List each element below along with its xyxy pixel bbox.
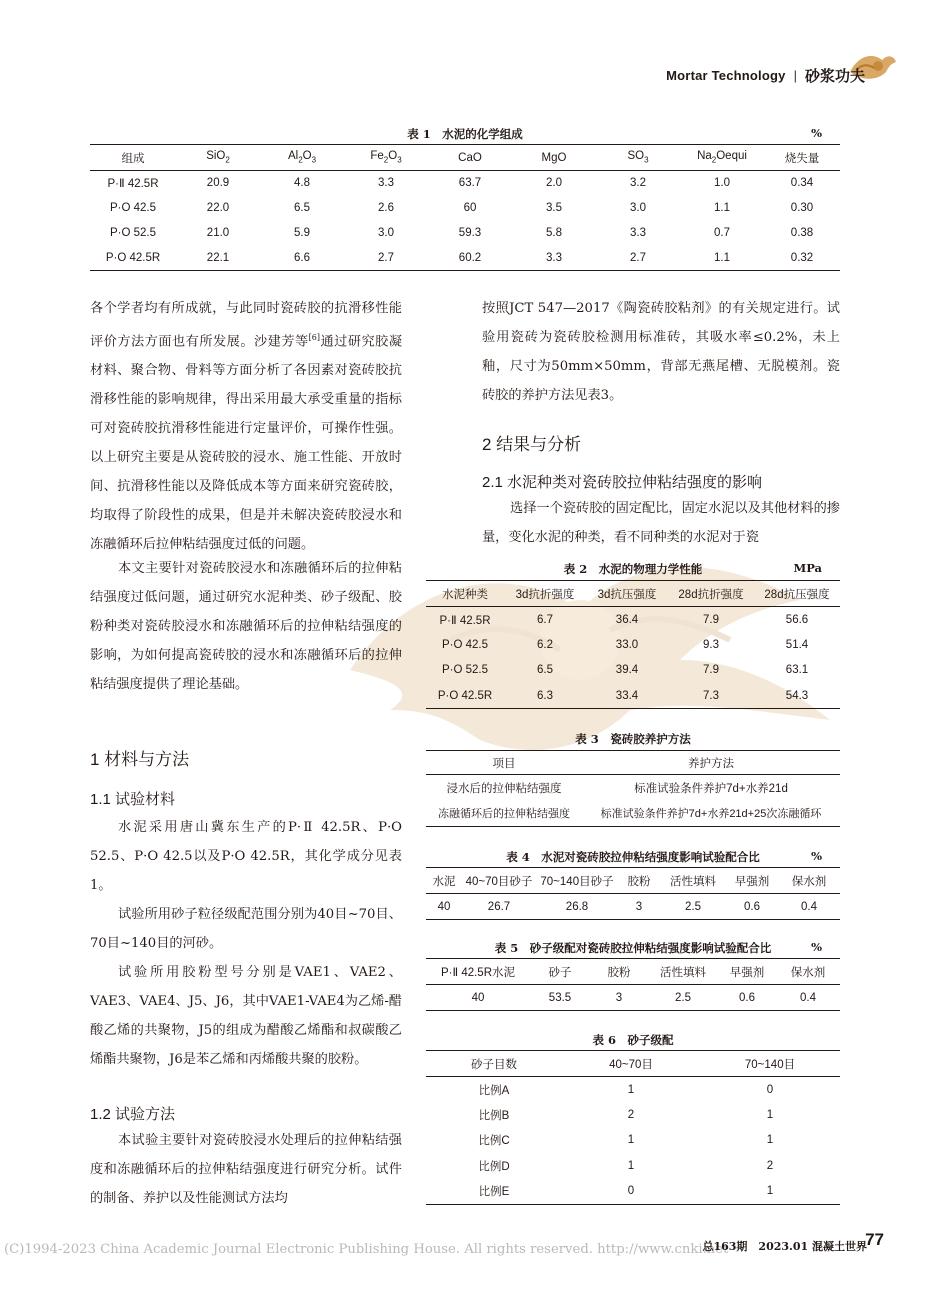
table-cell: 比例D <box>478 1160 510 1173</box>
table1-title: 表 1 水泥的化学组成 <box>407 127 523 141</box>
table-cell: 1 <box>627 1134 635 1147</box>
table6-sand-grading <box>426 1050 840 1205</box>
section-heading-1-2: 1.2 试验方法 <box>90 1106 176 1123</box>
table-cell: 1 <box>766 1185 774 1197</box>
table5-header: P·Ⅱ 42.5R水泥 <box>440 966 516 979</box>
table-cell: P·O 52.5 <box>441 664 489 677</box>
table-cell: 1.1 <box>714 251 730 264</box>
table-cell: 1.0 <box>714 177 730 190</box>
table4-header: 70~140目砂子 <box>540 875 614 888</box>
table-cell: 4.8 <box>294 177 310 190</box>
table-cell: 53.5 <box>548 991 572 1004</box>
table-cell: 0 <box>766 1083 774 1096</box>
table-cell: 1 <box>627 1159 635 1172</box>
table-row <box>426 1179 840 1205</box>
table-cell: 22.0 <box>206 202 230 214</box>
table-cell: 51.4 <box>785 638 809 651</box>
table-cell: 2.5 <box>675 991 691 1004</box>
table-cell: 6.5 <box>294 202 310 214</box>
citation-ref: [6] <box>308 333 321 342</box>
table1-header: $Fe_2O_3$ <box>370 150 402 165</box>
table-cell: 21.0 <box>206 227 230 239</box>
table4-unit: % <box>811 849 822 863</box>
left-paragraph-5: 试验所用胶粉型号分别是VAE1、VAE2、VAE3、VAE4、J5、J6，其中VAE1-VAE4为乙烯-醋酸乙烯的共聚物，J5的组成为醋酸乙烯酯和叔碳酸乙烯酯共聚物，J6是苯乙烯和丙烯酸共聚的胶粉。 <box>90 965 402 1067</box>
table1-header: 组成 <box>121 152 145 165</box>
table-cell: 9.3 <box>703 638 719 651</box>
table-cell: 6.6 <box>294 251 310 264</box>
table-cell: P·O 42.5R <box>437 689 493 702</box>
left-paragraph-3: 水泥采用唐山冀东生产的P·Ⅱ 42.5R、P·O 52.5、P·O 42.5以及P·O 42.5R，其化学成分见表1。 <box>90 820 402 893</box>
table3-curing-methods <box>426 750 840 827</box>
table4-caption <box>426 849 840 865</box>
table-cell: P·O 42.5R <box>105 251 161 264</box>
table-cell: 6.2 <box>537 638 553 651</box>
table5-unit: % <box>811 940 822 954</box>
table5-header: 砂子 <box>548 966 572 979</box>
table2-caption <box>426 561 840 577</box>
table-cell: 60 <box>463 202 477 214</box>
table-cell: 比例E <box>478 1186 510 1198</box>
table4-header: 40~70目砂子 <box>465 875 533 888</box>
table2-header: 3d抗压强度 <box>597 588 657 601</box>
table-cell: P·Ⅱ 42.5R <box>439 614 491 627</box>
table5-header: 胶粉 <box>607 966 631 979</box>
table-cell: 3 <box>635 900 643 913</box>
table-row <box>426 1128 840 1154</box>
table1-header: $SO_3$ <box>627 150 649 165</box>
table-cell: 7.3 <box>703 689 719 702</box>
table1-header: SiO$_2$ <box>206 150 230 165</box>
issue-info: 总163期 2023.01 混凝土世界 <box>702 1240 867 1253</box>
table-cell: 0.4 <box>801 900 817 913</box>
table-cell: 3 <box>615 991 623 1004</box>
table1-header: 烧失量 <box>784 152 820 165</box>
table6-header: 70~140目 <box>744 1058 796 1071</box>
table-cell: 1.1 <box>714 202 730 214</box>
table5-caption <box>426 940 840 956</box>
table2-header: 28d抗折强度 <box>678 588 744 601</box>
table-row <box>426 658 840 684</box>
table-cell: 5.9 <box>294 227 310 239</box>
table5-title: 表 5 砂子级配对瓷砖胶拉伸粘结强度影响试验配合比 <box>494 941 772 955</box>
table1-header: $Al_2O_3$ <box>287 150 317 165</box>
table-cell: 2.0 <box>546 177 562 190</box>
table5-header: 早强剂 <box>729 966 765 979</box>
table-cell: 2 <box>627 1108 635 1121</box>
table-row <box>426 1153 840 1179</box>
copyright-notice: (C)1994-2023 China Academic Journal Electronic Publishing House. All rights reserved. http://www.cnki.net <box>4 1242 729 1257</box>
table-cell: 比例A <box>478 1084 510 1097</box>
table-row <box>90 196 840 221</box>
table-row <box>426 985 840 1011</box>
table-cell: 26.8 <box>565 900 589 913</box>
table-cell: 40 <box>471 991 485 1004</box>
right-paragraph-1: 按照JCT 547—2017《陶瓷砖胶粘剂》的有关规定进行。试验用瓷砖为瓷砖胶检测用标准砖，其吸水率≤0.2%，未上釉，尺寸为50mm×50mm，背部无燕尾槽、无脱模剂。瓷砖胶的养护方法见表3。 <box>482 301 840 403</box>
table4-header: 保水剂 <box>791 875 827 888</box>
table5-header: 活性填料 <box>660 966 706 979</box>
table-cell: 2.5 <box>685 900 701 913</box>
table-cell: 26.7 <box>487 900 511 913</box>
table-cell: 0.4 <box>800 991 816 1004</box>
table-cell: 0.7 <box>714 227 730 239</box>
table6-header: 40~70目 <box>609 1058 653 1071</box>
table-cell: 36.4 <box>615 613 639 626</box>
table2-header: 3d抗折强度 <box>515 588 575 601</box>
table-cell: P·O 42.5 <box>441 638 489 651</box>
table-row <box>426 683 840 709</box>
table2-header: 水泥种类 <box>442 588 488 601</box>
left-paragraph-6: 本试验主要针对瓷砖胶浸水处理后的拉伸粘结强度和冻融循环后的拉伸粘结强度进行研究分析。试件的制备、养护以及性能测试方法均 <box>90 1133 402 1206</box>
table-cell: 1 <box>766 1108 774 1121</box>
table-cell: 3.5 <box>546 202 562 214</box>
table-cell: 6.7 <box>537 613 553 626</box>
table-cell: 3.0 <box>378 227 394 239</box>
table1-unit: % <box>811 126 822 140</box>
table-cell: 20.9 <box>206 177 230 190</box>
table4-header: 活性填料 <box>670 875 716 888</box>
table-cell: 63.1 <box>785 664 809 677</box>
table-row <box>426 1102 840 1128</box>
table-cell: 6.3 <box>537 689 553 702</box>
table4-header: 胶粉 <box>627 875 651 888</box>
table-row <box>90 221 840 246</box>
table-cell: 0.6 <box>744 900 760 913</box>
section-heading-1: 1 材料与方法 <box>90 750 190 769</box>
running-header <box>666 64 865 86</box>
page-footer <box>0 1230 950 1270</box>
table4-title: 表 4 水泥对瓷砖胶拉伸粘结强度影响试验配合比 <box>506 850 760 864</box>
table-cell: 0.38 <box>790 227 814 239</box>
table-row <box>90 246 840 271</box>
table-cell: 63.7 <box>458 177 482 190</box>
table-cell: 2.6 <box>378 202 394 214</box>
table4-cement-mix-ratio <box>426 867 840 920</box>
table-cell: 5.8 <box>546 227 562 239</box>
table-cell: P·O 42.5 <box>109 202 157 214</box>
table3-header: 养护方法 <box>688 757 734 770</box>
table-cell: 1 <box>766 1134 774 1147</box>
table-row <box>426 632 840 658</box>
table-cell: P·O 52.5 <box>109 227 157 239</box>
table2-unit: MPa <box>793 561 822 575</box>
page-number: 77 <box>865 1230 884 1249</box>
table4-header: 早强剂 <box>734 875 770 888</box>
table4-header: 水泥 <box>432 875 456 888</box>
section-heading-2-1: 2.1 水泥种类对瓷砖胶拉伸粘结强度的影响 <box>482 474 763 491</box>
table1-header: MgO <box>541 151 567 164</box>
table-cell: 33.4 <box>615 689 639 702</box>
section-name-cn: 砂浆功夫 <box>804 67 865 85</box>
table5-header: 保水剂 <box>790 966 826 979</box>
table-cell: 标准试验条件养护7d+水养21d+25次冻融循环 <box>600 808 822 821</box>
table-row <box>426 775 840 801</box>
table-cell: 60.2 <box>458 251 482 264</box>
section-name-en: Mortar Technology <box>666 67 786 83</box>
table-cell: 浸水后的拉伸粘结强度 <box>446 782 562 795</box>
table-row <box>90 171 840 196</box>
table-cell: 22.1 <box>206 251 230 264</box>
table-cell: 1 <box>627 1083 635 1096</box>
table3-title: 表 3 瓷砖胶养护方法 <box>575 732 691 746</box>
table-cell: 0 <box>627 1185 635 1197</box>
left-paragraph-4: 试验所用砂子粒径级配范围分别为40目~70目、70目~140目的河砂。 <box>90 907 402 951</box>
table2-physical-properties <box>426 580 840 709</box>
table-cell: 40 <box>437 900 451 913</box>
table-cell: 7.9 <box>703 613 719 626</box>
table-cell: 3.3 <box>378 177 394 190</box>
right-paragraph-2: 选择一个瓷砖胶的固定配比，固定水泥以及其他材料的掺量，变化水泥的种类，看不同种类的水泥对于瓷 <box>482 501 840 545</box>
table-cell: 3.2 <box>630 177 646 190</box>
left-paragraph-1: 各个学者均有所成就，与此同时瓷砖胶的抗滑移性能评价方法方面也有所发展。沙建芳等[6]通过研究胶凝材料、聚合物、骨料等方面分析了各因素对瓷砖胶抗滑移性能的影响规律，得出采用最大承受重量的指标可对瓷砖胶抗滑移性能进行定量评价，可操作性强。以上研究主要是从瓷砖胶的浸水、施工性能、开放时间、抗滑移性能以及降低成本等方面来研究瓷砖胶，均取得了阶段性的成果，但是并未解决瓷砖胶浸水和冻融循环后拉伸粘结强度过低的问题。 <box>90 301 403 553</box>
table3-header: 项目 <box>492 757 516 770</box>
table2-title: 表 2 水泥的物理力学性能 <box>563 562 703 576</box>
table-cell: 59.3 <box>458 227 482 239</box>
table-cell: 比例C <box>478 1135 510 1148</box>
header-separator: | <box>793 67 797 83</box>
table-cell: 7.9 <box>703 664 719 677</box>
table-cell: 0.6 <box>739 991 755 1004</box>
table-row <box>426 801 840 827</box>
table-cell: 56.6 <box>785 613 809 626</box>
table3-caption <box>426 731 840 747</box>
table-cell: 3.3 <box>630 227 646 239</box>
section-heading-1-1: 1.1 试验材料 <box>90 791 176 808</box>
section-heading-2: 2 结果与分析 <box>482 435 582 454</box>
left-paragraph-2: 本文主要针对瓷砖胶浸水和冻融循环后的拉伸粘结强度过低问题，通过研究水泥种类、砂子级配、胶粉种类对瓷砖胶浸水和冻融循环后的拉伸粘结强度的影响，为如何提高瓷砖胶的浸水和冻融循环后的拉伸粘结强度提供了理论基础。 <box>90 561 402 692</box>
table1-caption <box>90 126 840 142</box>
table-cell: 6.5 <box>537 664 553 677</box>
table-row <box>426 1077 840 1103</box>
table-row <box>426 607 840 633</box>
table-cell: 标准试验条件养护7d+水养21d <box>634 782 788 795</box>
table-row <box>426 894 840 920</box>
table-cell: 0.32 <box>790 251 814 264</box>
table-cell: 3.3 <box>546 251 562 264</box>
table-cell: 0.30 <box>790 202 814 214</box>
table6-caption <box>426 1032 840 1048</box>
table2-header: 28d抗压强度 <box>764 588 830 601</box>
table-cell: 0.34 <box>790 177 814 190</box>
table-cell: 3.0 <box>630 202 646 214</box>
table-cell: P·Ⅱ 42.5R <box>107 178 159 191</box>
table-cell: 2.7 <box>630 251 646 264</box>
table5-sand-grading-mix-ratio <box>426 958 840 1011</box>
table-cell: 冻融循环后的拉伸粘结强度 <box>438 808 570 821</box>
table1-chemical-composition <box>90 144 840 271</box>
table-cell: 33.0 <box>615 638 639 651</box>
table-cell: 2 <box>766 1159 774 1172</box>
table1-header: CaO <box>458 151 482 164</box>
table6-header: 砂子目数 <box>471 1058 517 1071</box>
table-cell: 2.7 <box>378 251 394 264</box>
table-cell: 54.3 <box>785 689 809 702</box>
table1-header: $Na_2Oequi$ <box>697 150 747 165</box>
table-cell: 39.4 <box>615 664 639 677</box>
table6-title: 表 6 砂子级配 <box>592 1033 674 1047</box>
table-cell: 比例B <box>478 1109 510 1122</box>
